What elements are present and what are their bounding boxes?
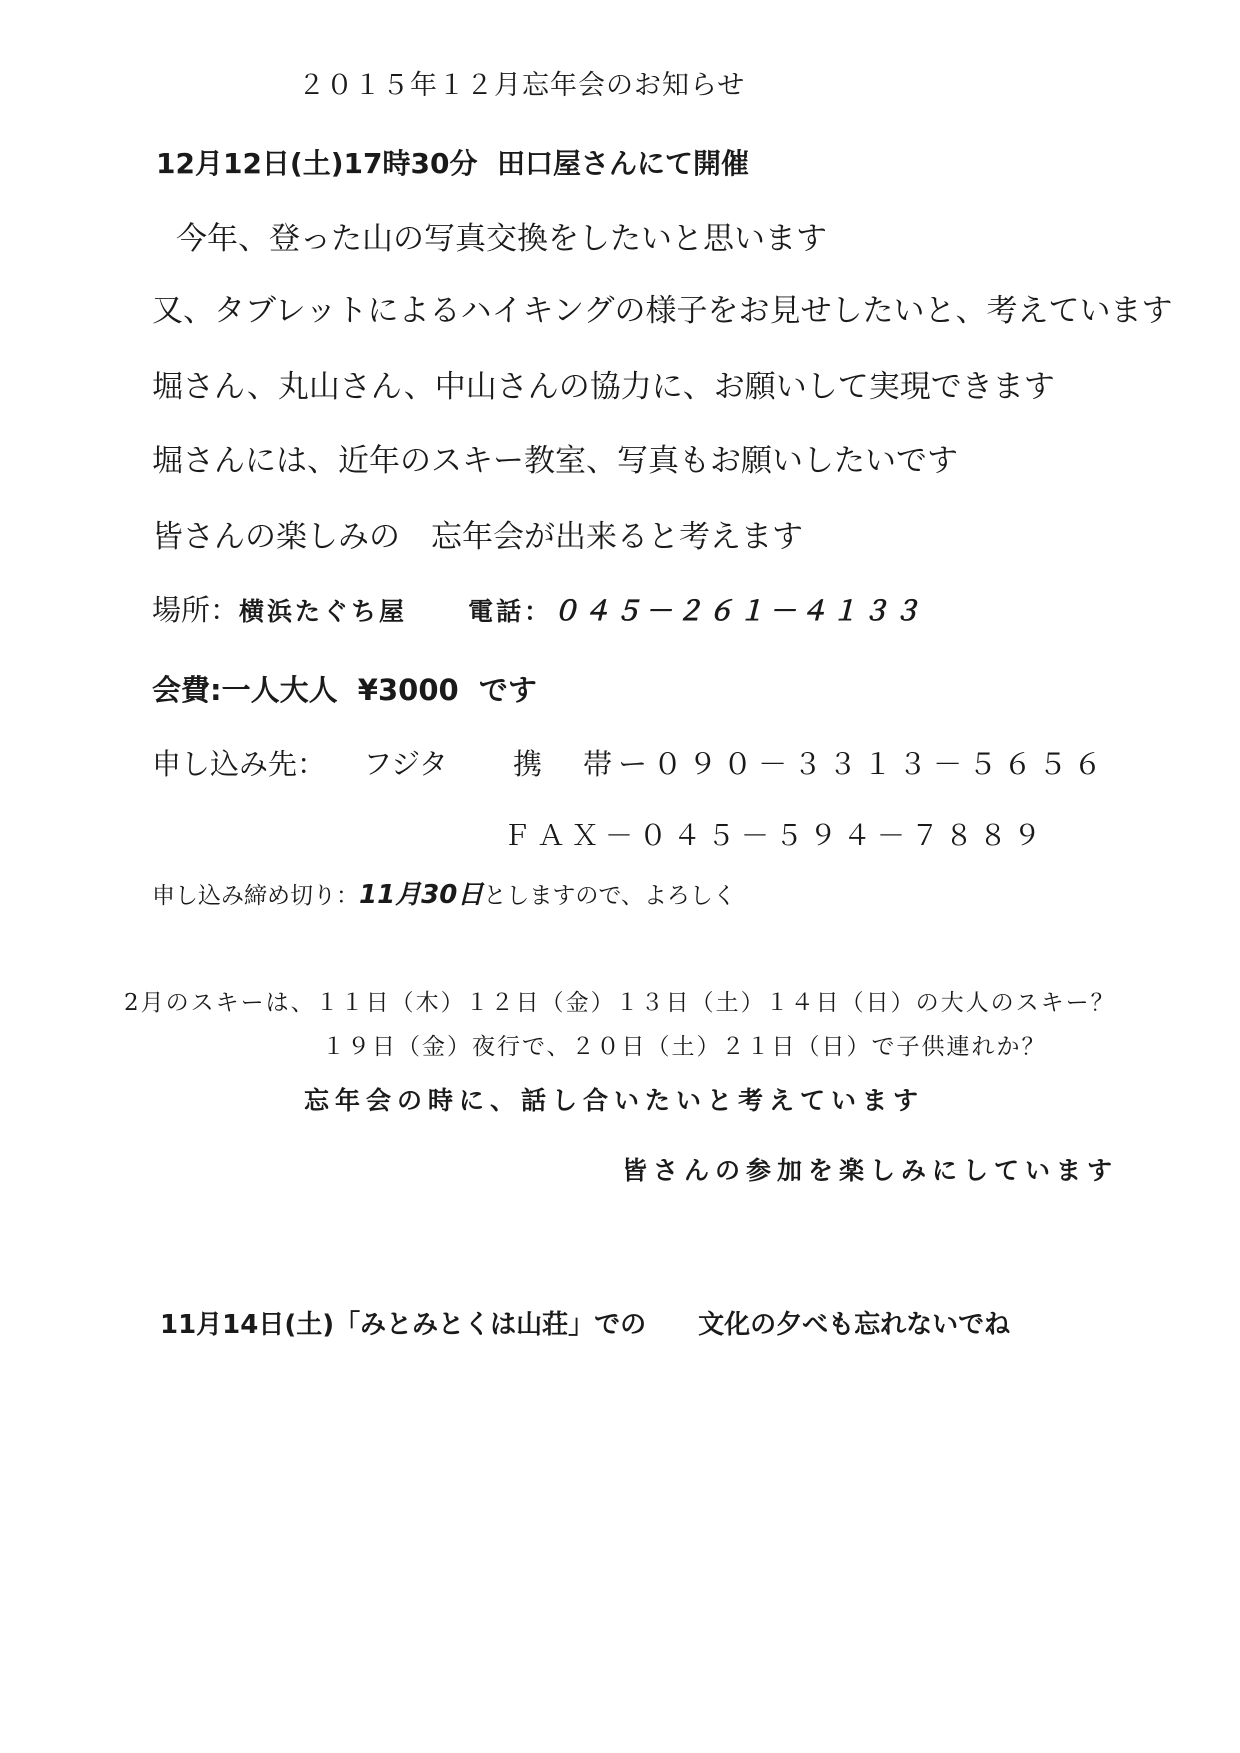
phone-number: ０４５－２６１－４１３３ — [552, 596, 925, 627]
venue-name: 横浜たぐち屋 — [239, 597, 408, 626]
event-headline: 12月12日(土)17時30分 田口屋さんにて開催 — [156, 147, 749, 180]
ski-line-2: １９日（金）夜行で、２０日（土）２１日（日）で子供連れか？ — [322, 1034, 1047, 1060]
contact-name: フジタ — [363, 747, 448, 781]
ski-looking-forward: 皆さんの参加を楽しみにしています — [622, 1156, 1119, 1185]
venue-row — [152, 593, 925, 627]
body-line-2: 又、タブレットによるハイキングの様子をお見せしたいと、考えています — [152, 293, 1173, 329]
contact-fax: ＦＡＸ－０４５－５９４－７８８９ — [503, 819, 1048, 852]
footer-reminder: 11月14日(土)「みとみとくは山荘」での 文化の夕べも忘れないでね — [160, 1310, 1011, 1340]
body-line-4: 堀さんには、近年のスキー教室、写真もお願いしたいです — [152, 443, 958, 479]
ski-discuss: 忘年会の時に、話し合いたいと考えています — [304, 1086, 925, 1115]
contact-label: 申し込み先： — [152, 747, 327, 781]
venue-label: 場所： — [152, 593, 240, 627]
ski-line-1: 2月のスキーは、１１日（木）１２日（金）１３日（土）１４日（日）の大人のスキー？ — [124, 990, 1116, 1016]
deadline-suffix: としますので、よろしく — [483, 883, 736, 909]
contact-mobile: 携 帯ー０９０－３３１３－５６５６ — [513, 747, 1109, 781]
deadline-label: 申し込み締め切り： — [152, 883, 359, 909]
deadline-row — [152, 882, 736, 908]
contact-row — [152, 747, 1109, 781]
body-line-5: 皆さんの楽しみの 忘年会が出来ると考えます — [152, 519, 803, 555]
notice-title: ２０１５年１２月忘年会のお知らせ — [298, 70, 746, 101]
body-line-3: 堀さん、丸山さん、中山さんの協力に、お願いして実現できます — [152, 369, 1055, 405]
body-line-1: 今年、登った山の写真交換をしたいと思います — [176, 221, 827, 257]
phone-label: 電話： — [468, 597, 553, 626]
fee-line: 会費:一人大人 ¥3000 です — [152, 673, 537, 707]
deadline-date: 11月30日 — [359, 880, 484, 910]
